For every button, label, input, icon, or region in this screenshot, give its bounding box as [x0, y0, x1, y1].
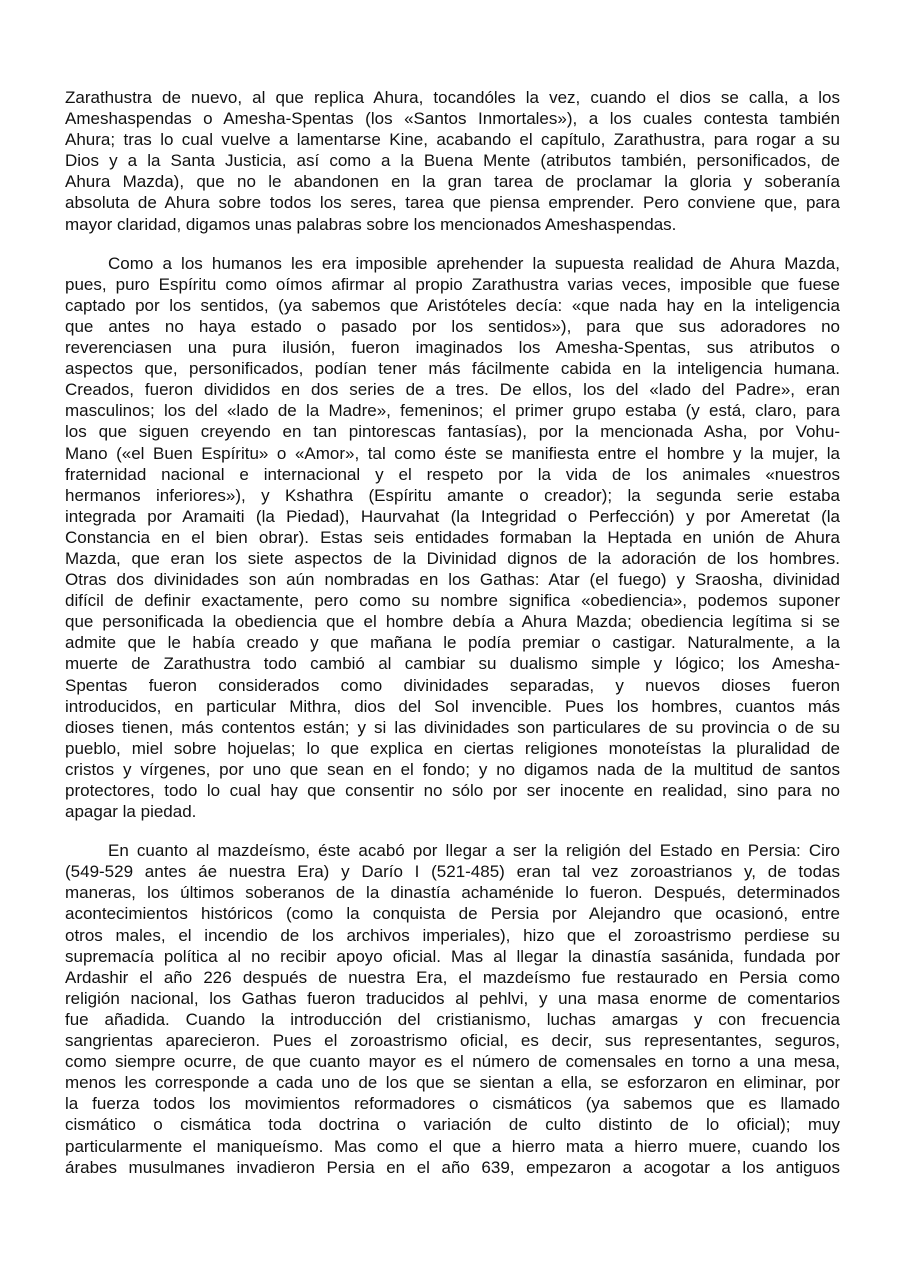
- text-line: En cuanto al mazdeísmo, éste acabó por llegar a ser la religión del Estado en Persia: Ciro: [108, 841, 840, 861]
- text-line: árabes musulmanes invadieron Persia en el año 639, empezaron a acogotar a los antiguos: [65, 1157, 840, 1177]
- text-line: mayor claridad, digamos unas palabras sobre los mencionados Ameshaspendas.: [65, 214, 677, 234]
- text-line: menos les corresponde a cada uno de los que se sientan a ella, se esforzaron en eliminar, por: [65, 1073, 840, 1093]
- text-line: masculinos; los del «lado de la Madre», femeninos; el primer grupo estaba (y está, claro, para: [65, 401, 840, 421]
- text-line: fue añadida. Cuando la introducción del cristianismo, luchas amargas y con frecuencia: [65, 1009, 840, 1029]
- text-line: apagar la piedad.: [65, 802, 197, 822]
- text-line: cristos y vírgenes, por uno que sean en el fondo; y no digamos nada de la multitud de santos: [65, 759, 840, 779]
- text-line: cismático o cismática toda doctrina o variación de culto distinto de lo oficial); muy: [65, 1115, 840, 1135]
- text-line: muerte de Zarathustra todo cambió al cambiar su dualismo simple y lógico; los Amesha-: [65, 654, 840, 674]
- text-line: sangrientas aparecieron. Pues el zoroastrismo oficial, es decir, sus representantes, seguros,: [65, 1031, 840, 1051]
- text-line: que antes no haya estado o pasado por los sentidos»), para que sus adoradores no: [65, 316, 840, 336]
- text-line: captado por los sentidos, (ya sabemos que Aristóteles decía: «que nada hay en la inteligencia: [65, 295, 840, 315]
- text-line: Ameshaspendas o Amesha-Spentas (los «Santos Inmortales»), a los cuales contesta también: [65, 109, 840, 129]
- text-line: que personificada la obediencia que el hombre debía a Ahura Mazda; obediencia legítima si se: [65, 612, 840, 632]
- text-line: particularmente el maniqueísmo. Mas como el que a hierro mata a hierro muere, cuando los: [65, 1136, 840, 1156]
- text-line: Como a los humanos les era imposible aprehender la supuesta realidad de Ahura Mazda,: [108, 253, 840, 273]
- text-line: la fuerza todos los movimientos reformadores o cismáticos (ya sabemos que es llamado: [65, 1094, 840, 1114]
- paragraph: [65, 87, 840, 235]
- paragraph: [65, 253, 840, 823]
- text-line: dioses tienen, más contentos están; y si las divinidades son particulares de su provincia o de su: [65, 717, 840, 737]
- text-line: reverenciasen una pura ilusión, fueron imaginados los Amesha-Spentas, sus atributos o: [65, 338, 840, 358]
- text-line: Spentas fueron considerados como divinidades separadas, y nuevos dioses fueron: [65, 675, 840, 695]
- text-line: integrada por Aramaiti (la Piedad), Haurvahat (la Integridad o Perfección) y por Ameretat (la: [65, 506, 840, 526]
- text-line: Mano («el Buen Espíritu» o «Amor», tal como éste se manifiesta entre el hombre y la mujer, la: [65, 443, 840, 463]
- text-line: Mazda, que eran los siete aspectos de la Divinidad dignos de la adoración de los hombres.: [65, 548, 840, 568]
- text-line: religión nacional, los Gathas fueron traducidos al pehlvi, y una masa enorme de comentarios: [65, 988, 840, 1008]
- text-line: pueblo, miel sobre hojuelas; lo que explica en ciertas religiones monoteístas la pluralidad de: [65, 738, 840, 758]
- document-page: [65, 87, 840, 1196]
- text-line: (549-529 antes áe nuestra Era) y Darío I (521-485) eran tal vez zoroastrianos y, de todas: [65, 862, 840, 882]
- text-line: maneras, los últimos soberanos de la dinastía achaménide lo fueron. Después, determinados: [65, 883, 840, 903]
- text-line: hermanos inferiores»), y Kshathra (Espíritu amante o creador); la segunda serie estaba: [65, 485, 840, 505]
- text-line: supremacía política al no recibir apoyo oficial. Mas al llegar la dinastía sasánida, fundada por: [65, 946, 840, 966]
- text-line: otros males, el incendio de los archivos imperiales), hizo que el zoroastrismo perdiese su: [65, 925, 840, 945]
- text-line: acontecimientos históricos (como la conquista de Persia por Alejandro que ocasionó, entre: [65, 904, 840, 924]
- text-line: pues, puro Espíritu como oímos afirmar al propio Zarathustra varias veces, imposible que fuese: [65, 274, 840, 294]
- text-line: admite que le había creado y que mañana le podía premiar o castigar. Naturalmente, a la: [65, 633, 840, 653]
- text-line: absoluta de Ahura sobre todos los seres, tarea que piensa emprender. Pero conviene que, para: [65, 193, 840, 213]
- text-line: Ahura Mazda), que no le abandonen en la gran tarea de proclamar la gloria y soberanía: [65, 172, 840, 192]
- text-line: protectores, todo lo cual hay que consentir no sólo por ser inocente en realidad, sino para no: [65, 781, 840, 800]
- text-line: fraternidad nacional e internacional y el respeto por la vida de los animales «nuestros: [65, 464, 840, 484]
- text-line: Creados, fueron divididos en dos series de a tres. De ellos, los del «lado del Padre», eran: [65, 380, 840, 400]
- text-line: como siempre ocurre, de que cuanto mayor es el número de comensales en torno a una mesa,: [65, 1052, 840, 1072]
- text-line: Ardashir el año 226 después de nuestra Era, el mazdeísmo fue restaurado en Persia como: [65, 967, 840, 987]
- text-line: Zarathustra de nuevo, al que replica Ahura, tocandóles la vez, cuando el dios se calla, a los: [65, 88, 840, 107]
- paragraph: [65, 840, 840, 1178]
- text-line: introducidos, en particular Mithra, dios del Sol invencible. Pues los hombres, cuantos más: [65, 696, 840, 716]
- text-line: Ahura; tras lo cual vuelve a lamentarse Kine, acabando el capítulo, Zarathustra, para rogar a su: [65, 130, 840, 150]
- text-line: Otras dos divinidades son aún nombradas en los Gathas: Atar (el fuego) y Sraosha, divinidad: [65, 570, 840, 590]
- text-line: Constancia en el bien obrar). Estas seis entidades formaban la Heptada en unión de Ahura: [65, 527, 840, 547]
- text-line: Dios y a la Santa Justicia, así como a la Buena Mente (atributos también, personificados, de: [65, 151, 840, 171]
- text-line: los que siguen creyendo en tan pintorescas fantasías), por la mencionada Asha, por Vohu-: [65, 422, 840, 442]
- text-line: aspectos que, personificados, podían tener más fácilmente cabida en la inteligencia humana.: [65, 359, 840, 379]
- text-line: difícil de definir exactamente, pero como su nombre significa «obediencia», podemos suponer: [65, 591, 840, 611]
